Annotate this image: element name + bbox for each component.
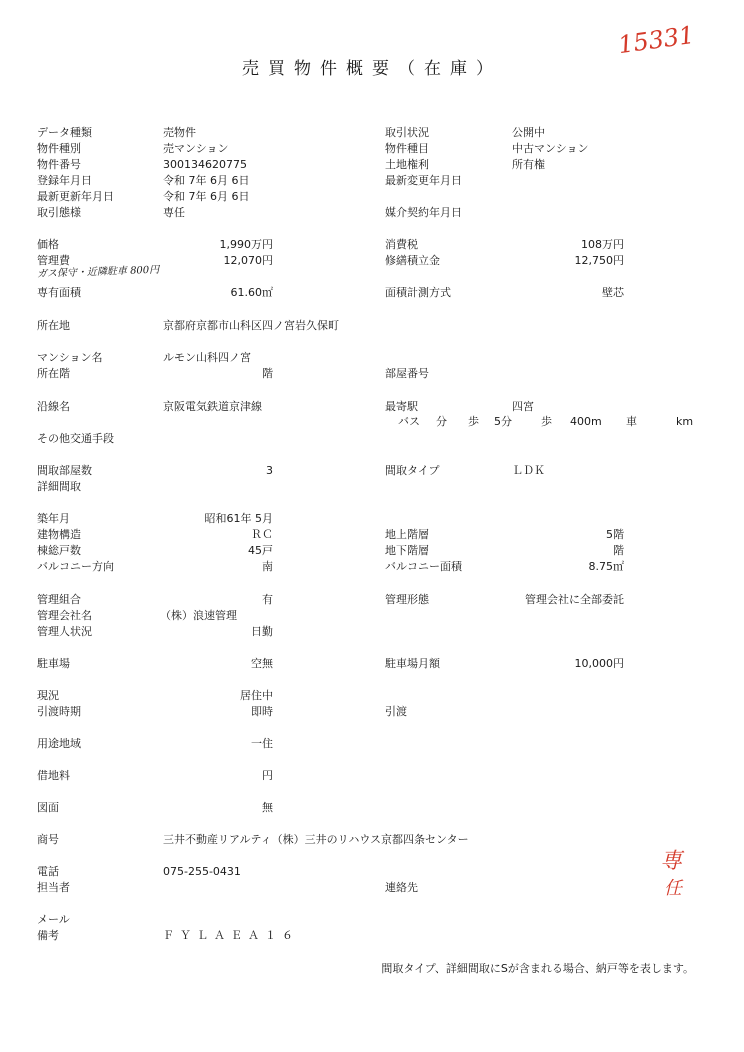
floors-down-value: 階 <box>613 544 624 557</box>
area-label: 専有面積 <box>37 286 81 299</box>
structure-label: 建物構造 <box>37 528 81 541</box>
company-value: 三井不動産リアルティ（株）三井のリハウス京都四条センター <box>163 833 469 846</box>
address-value: 京都府京都市山科区四ノ宮岩久保町 <box>163 319 339 332</box>
handwritten-stamp-bottom: 任 <box>664 878 682 899</box>
balcony-dir-value: 南 <box>262 560 273 573</box>
land-right-label: 土地権利 <box>385 158 429 171</box>
parking-value: 空無 <box>251 657 273 670</box>
phone-value: 075-255-0431 <box>163 865 241 878</box>
price-label: 価格 <box>37 238 59 251</box>
prop-no-value: 300134620775 <box>163 158 247 171</box>
current-value: 居住中 <box>240 689 273 702</box>
built-value: 昭和61年 5月 <box>204 512 273 525</box>
land-right-value: 所有権 <box>512 158 545 171</box>
rooms-value: 3 <box>266 464 273 477</box>
prop-type-value: 売マンション <box>163 142 229 155</box>
floors-down-label: 地下階層 <box>385 544 429 557</box>
handwritten-mgmt-note: ガス保守・近隣駐車 800円 <box>36 264 160 280</box>
address-label: 所在地 <box>37 319 70 332</box>
balcony-dir-label: バルコニー方向 <box>37 560 114 573</box>
page-title: 売買物件概要（在庫） <box>242 59 502 79</box>
reg-date-value: 令和 7年 6月 6日 <box>163 174 250 187</box>
last-update-value: 令和 7年 6月 6日 <box>163 190 250 203</box>
measure-label: 面積計測方式 <box>385 286 451 299</box>
parking-fee-value: 10,000円 <box>574 657 624 670</box>
deal-status-label: 取引状況 <box>385 126 429 139</box>
prop-item-label: 物件種目 <box>385 142 429 155</box>
balcony-area-label: バルコニー面積 <box>385 560 462 573</box>
structure-value: ＲＣ <box>251 528 273 541</box>
manager-label: 管理人状況 <box>37 625 92 638</box>
last-update-label: 最新更新年月日 <box>37 190 114 203</box>
phone-label: 電話 <box>37 865 59 878</box>
access-walk-2: 歩 <box>541 415 552 428</box>
land-rent-label: 借地料 <box>37 769 70 782</box>
area-value: 61.60㎡ <box>230 286 273 299</box>
line-label: 沿線名 <box>37 400 70 413</box>
mgmt-fee-value: 12,070円 <box>223 254 273 267</box>
footer-note: 間取タイプ、詳細間取にSが含まれる場合、納戸等を表します。 <box>381 962 694 975</box>
layout-detail-label: 詳細間取 <box>37 480 81 493</box>
rooms-label: 間取部屋数 <box>37 464 92 477</box>
floors-up-value: 5階 <box>606 528 624 541</box>
handwritten-number: 15331 <box>616 20 696 60</box>
zoning-value: 一住 <box>251 737 273 750</box>
contact-label: 連絡先 <box>385 881 418 894</box>
access-distance: 400m <box>570 415 602 428</box>
mgmt-form-label: 管理形態 <box>385 593 429 606</box>
access-car: 車 <box>626 415 637 428</box>
data-type-label: データ種類 <box>37 126 92 139</box>
drawing-value: 無 <box>262 801 273 814</box>
handover-time-label: 引渡時期 <box>37 705 81 718</box>
agency-date-label: 媒介契約年月日 <box>385 206 462 219</box>
layout-type-label: 間取タイプ <box>385 464 440 477</box>
access-walk-minutes: 5分 <box>494 415 512 428</box>
data-type-value: 売物件 <box>163 126 196 139</box>
reg-date-label: 登録年月日 <box>37 174 92 187</box>
remarks-label: 備考 <box>37 929 59 942</box>
deal-mode-value: 専任 <box>163 206 185 219</box>
parking-fee-label: 駐車場月額 <box>385 657 440 670</box>
prop-no-label: 物件番号 <box>37 158 81 171</box>
mgmt-fee-label: 管理費 <box>37 254 70 267</box>
email-label: メール <box>37 913 70 926</box>
mgmt-co-value: （株）浪速管理 <box>160 609 237 622</box>
measure-value: 壁芯 <box>602 286 624 299</box>
drawing-label: 図面 <box>37 801 59 814</box>
zoning-label: 用途地域 <box>37 737 81 750</box>
station-label: 最寄駅 <box>385 400 418 413</box>
mansion-value: ルモン山科四ノ宮 <box>163 351 251 364</box>
mgmt-co-label: 管理会社名 <box>37 609 92 622</box>
manager-value: 日勤 <box>251 625 273 638</box>
repair-value: 12,750円 <box>574 254 624 267</box>
prop-type-label: 物件種別 <box>37 142 81 155</box>
remarks-value: ＦＹＬＡＥＡ１６ <box>163 929 299 942</box>
mgmt-form-value: 管理会社に全部委託 <box>525 593 624 606</box>
repair-label: 修繕積立金 <box>385 254 440 267</box>
station-value: 四宮 <box>512 400 534 413</box>
floors-up-label: 地上階層 <box>385 528 429 541</box>
access-minutes: 分 <box>436 415 447 428</box>
price-value: 1,990万円 <box>219 238 273 251</box>
handwritten-stamp-top: 専 <box>660 849 683 874</box>
deal-status-value: 公開中 <box>512 126 545 139</box>
deal-mode-label: 取引態様 <box>37 206 81 219</box>
room-no-label: 部屋番号 <box>385 367 429 380</box>
balcony-area-value: 8.75㎡ <box>588 560 624 573</box>
current-label: 現況 <box>37 689 59 702</box>
access-km: km <box>676 415 694 428</box>
units-value: 45戸 <box>248 544 273 557</box>
built-label: 築年月 <box>37 512 70 525</box>
assoc-label: 管理組合 <box>37 593 81 606</box>
access-bus: バス <box>398 415 420 428</box>
tax-label: 消費税 <box>385 238 418 251</box>
handover-time-value: 即時 <box>251 705 273 718</box>
mansion-label: マンション名 <box>37 351 103 364</box>
last-change-label: 最新変更年月日 <box>385 174 462 187</box>
line-value: 京阪電気鉄道京津線 <box>163 400 262 413</box>
other-transport-label: その他交通手段 <box>37 432 114 445</box>
layout-type-value: ＬＤＫ <box>512 464 545 477</box>
land-rent-value: 円 <box>262 769 273 782</box>
floor-value: 階 <box>262 367 273 380</box>
prop-item-value: 中古マンション <box>512 142 589 155</box>
units-label: 棟総戸数 <box>37 544 81 557</box>
access-walk-1: 歩 <box>468 415 479 428</box>
tax-value: 108万円 <box>581 238 624 251</box>
company-label: 商号 <box>37 833 59 846</box>
parking-label: 駐車場 <box>37 657 70 670</box>
assoc-value: 有 <box>262 593 273 606</box>
person-label: 担当者 <box>37 881 70 894</box>
floor-label: 所在階 <box>37 367 70 380</box>
handover-label: 引渡 <box>385 705 407 718</box>
